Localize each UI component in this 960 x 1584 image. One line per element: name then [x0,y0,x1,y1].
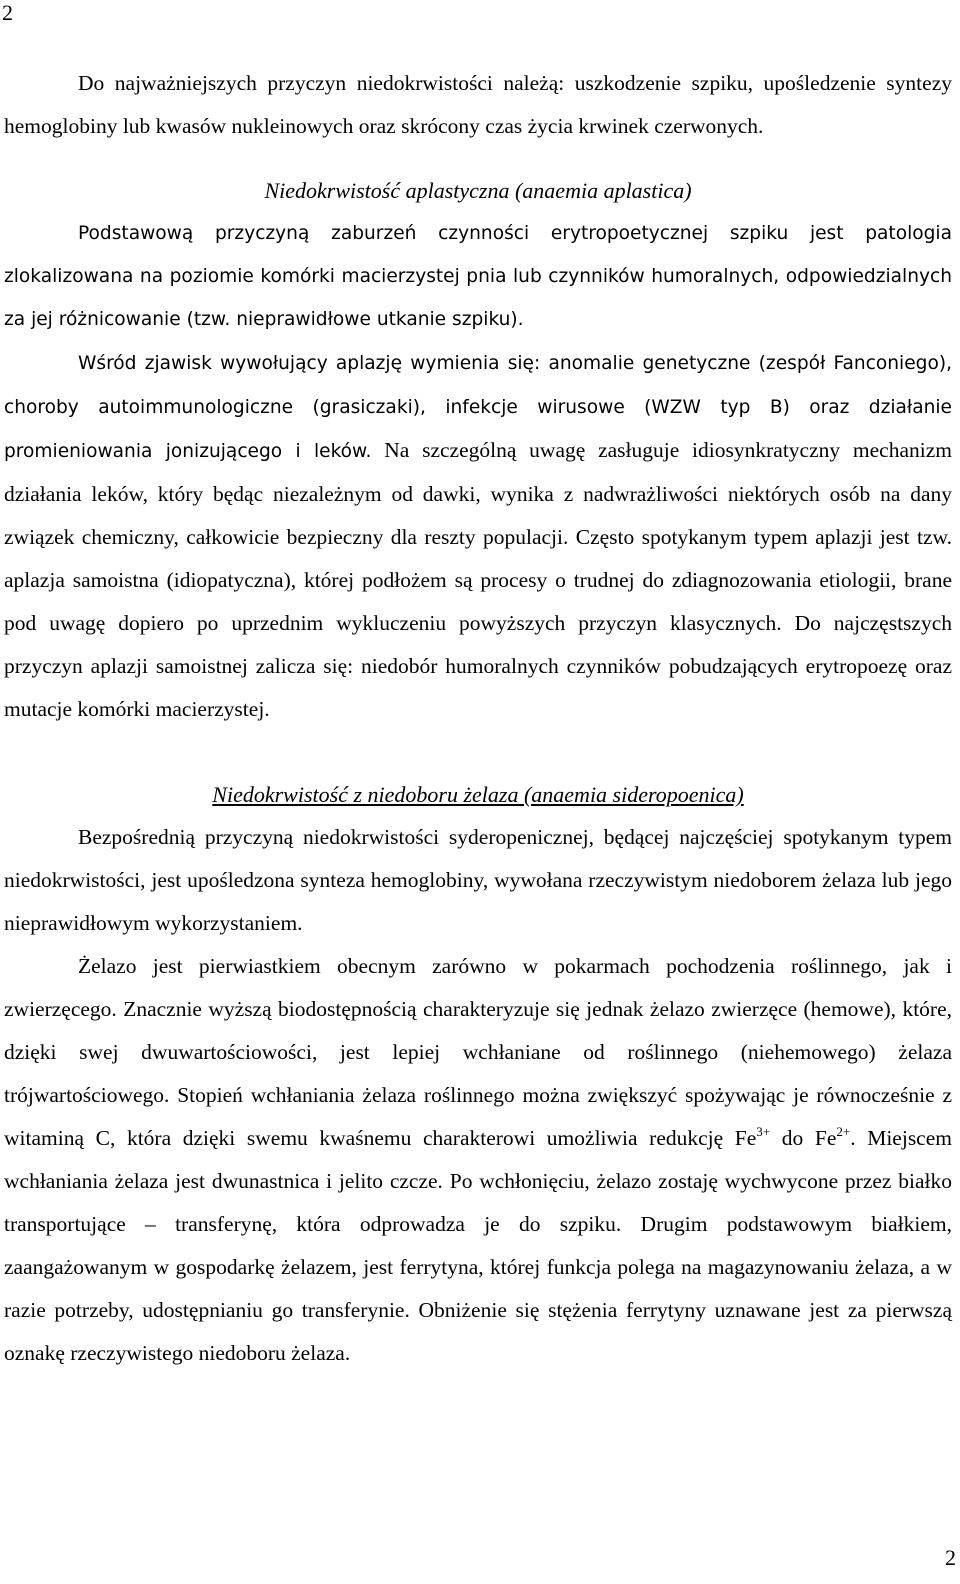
iron-paragraph-2-part-c: . Miejscem wchłaniania żelaza jest dwunastnica i jelito czcze. Po wchłonięciu, żelazo zostaję wychwycone przez białko transportujące – transferynę, która odprowadza je do szpiku. Drugim podstawowym białkiem, zaangażowanym w gospodarkę żelazem, jest ferrytyna, której funkcja polega na magazynowaniu żelaza, a w razie potrzeby, udostępnianiu go transferynie. Obniżenie się stężenia ferrytyny uznawane jest za pierwszą oznakę rzeczywistego niedoboru żelaza. [4,1126,952,1365]
iron-paragraph-2-part-b: do Fe [770,1126,837,1150]
aplastic-paragraph-1: Podstawową przyczyną zaburzeń czynności erytropoetycznej szpiku jest patologia zlokalizowana na poziomie komórki macierzystej pnia lub czynników humoralnych, odpowiedzialnych za jej różnicowanie (tzw. nieprawidłowe utkanie szpiku). [4,223,952,330]
page-number-bottom: 2 [945,1545,956,1570]
iron-paragraph-1: Bezpośrednią przyczyną niedokrwistości syderopenicznej, będącej najczęściej spotykanym typem niedokrwistości, jest upośledzona synteza hemoglobiny, wywołana rzeczywistym niedoborem żelaza lub jego nieprawidłowym wykorzystaniem. [4,825,952,935]
page-number-top: 2 [2,0,13,25]
document-body [4,62,952,1375]
spacer [4,148,952,169]
aplastic-paragraph-2 [4,341,952,731]
iron-paragraph-2 [4,945,952,1375]
iron-paragraph-2-part-a: Żelazo jest pierwiastkiem obecnym zarówno w pokarmach pochodzenia roślinnego, jak i zwierzęcego. Znacznie wyższą biodostępnością charakteryzuje się jednak żelazo zwierzęce (hemowe), które, dzięki swej dwuwartościowości, jest lepiej wchłaniane od roślinnego (niehemowego) żelaza trójwartościowego. Stopień wchłaniania żelaza roślinnego można zwiększyć spożywając je równocześnie z witaminą C, która dzięki swemu kwaśnemu charakterowi umożliwia redukcję Fe [4,954,952,1150]
spacer [4,731,952,773]
superscript-fe2: 2+ [836,1124,851,1139]
section-heading-iron: Niedokrwistość z niedoboru żelaza (anaemia sideropoenica) [212,782,744,807]
intro-paragraph: Do najważniejszych przyczyn niedokrwistości należą: uszkodzenie szpiku, upośledzenie syntezy hemoglobiny lub kwasów nukleinowych oraz skrócony czas życia krwinek czerwonych. [4,71,952,138]
aplastic-paragraph-2-sans: Wśród zjawisk wywołujący aplazję wymienia się: anomalie genetyczne (zespół Fanconiego), choroby autoimmunologiczne (grasiczaki), infekcje wirusowe (WZW typ B) oraz działanie promieniowania jonizującego i leków. [4,353,952,462]
section-heading-aplastic: Niedokrwistość aplastyczna (anaemia aplastica) [264,178,692,203]
aplastic-paragraph-2-serif: Na szczególną uwagę zasługuje idiosynkratyczny mechanizm działania leków, który będąc niezależnym od dawki, wynika z nadwrażliwości niektórych osób na dany związek chemiczny, całkowicie bezpieczny dla reszty populacji. Często spotykanym typem aplazji jest tzw. aplazja samoistna (idiopatyczna), której podłożem są procesy o trudnej do zdiagnozowania etiologii, brane pod uwagę dopiero po uprzednim wykluczeniu powyższych przyczyn klasycznych. Do najczęstszych przyczyn aplazji samoistnej zalicza się: niedobór humoralnych czynników pobudzających erytropoezę oraz mutacje komórki macierzystej. [4,438,952,721]
superscript-fe3: 3+ [756,1124,771,1139]
